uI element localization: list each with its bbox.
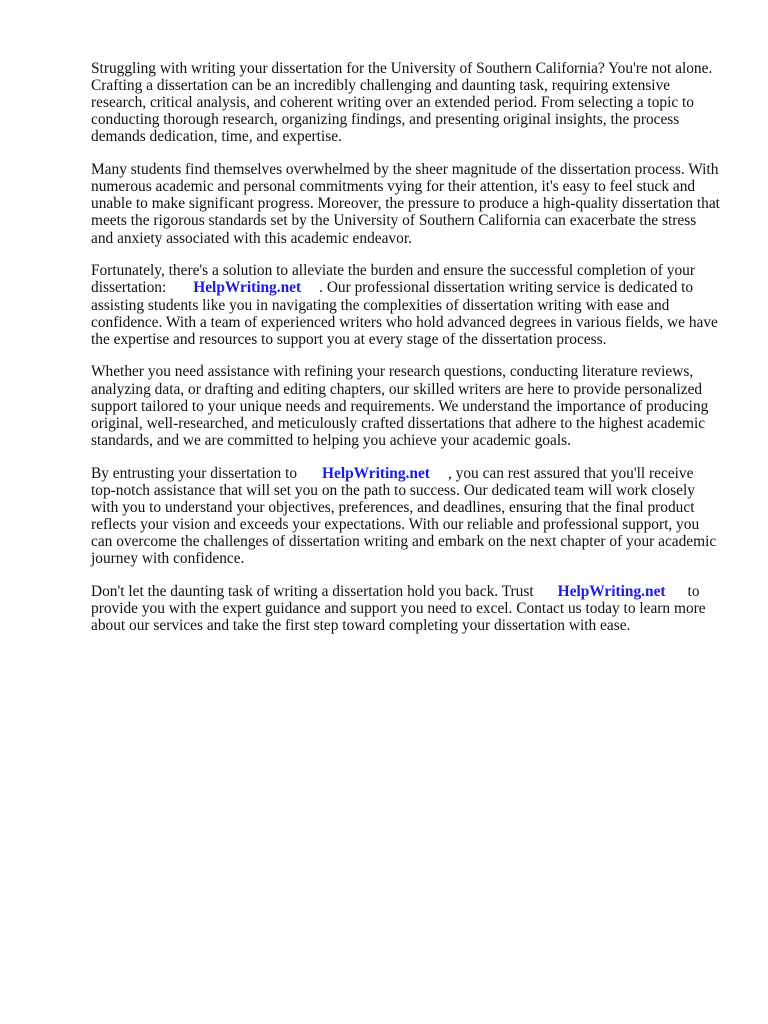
- paragraph-intro-text: Struggling with writing your dissertation for the University of Southern California? You're not alone. Crafting a dissertation can be an incredibly challenging and daunting task, requiring extensive research, critical analysis, and coherent writing over an extended period. From selecting a topic to conducting thorough research, organizing findings, and presenting original insights, the process demands dedication, time, and expertise.: [91, 60, 713, 146]
- paragraph-solution-text-after: . Our professional dissertation writing service is dedicated to assisting students like you in navigating the complexities of dissertation writing with ease and confidence. With a team of experienced writers who hold advanced degrees in various fields, we have the expertise and resources to support you at every stage of the dissertation process.: [91, 279, 718, 348]
- paragraph-entrusting-text-after: , you can rest assured that you'll receive top-notch assistance that will set you on the path to success. Our dedicated team will work closely with you to understand your objectives, preferences, and deadlines, ensuring that the final product reflects your vision and exceeds your expectations. With our reliable and professional support, you can overcome the challenges of dissertation writing and embark on the next chapter of your academic journey with confidence.: [91, 464, 717, 568]
- paragraph-solution: [91, 262, 721, 347]
- paragraph-assistance: [91, 363, 721, 448]
- document-body: [91, 60, 721, 650]
- paragraph-closing-text-before: Don't let the daunting task of writing a dissertation hold you back. Trust: [91, 582, 534, 600]
- paragraph-entrusting-text-before: By entrusting your dissertation to: [91, 464, 298, 482]
- paragraph-closing-text-after: to provide you with the expert guidance and support you need to excel. Contact us today to learn more about our services and take the first step toward completing your dissertation with ease.: [91, 582, 706, 635]
- paragraph-overwhelmed: [91, 161, 721, 246]
- paragraph-entrusting: [91, 465, 721, 568]
- paragraph-solution-text-before: Fortunately, there's a solution to alleviate the burden and ensure the successful completion of your dissertation:: [91, 262, 695, 297]
- paragraph-intro: [91, 60, 721, 145]
- paragraph-overwhelmed-text: Many students find themselves overwhelmed by the sheer magnitude of the dissertation process. With numerous academic and personal commitments vying for their attention, it's easy to feel stuck and unable to make significant progress. Moreover, the pressure to produce a high-quality dissertation that meets the rigorous standards set by the University of Southern California can exacerbate the stress and anxiety associated with this academic endeavor.: [91, 161, 720, 247]
- helpwriting-link-1[interactable]: HelpWriting.net: [193, 279, 302, 297]
- paragraph-assistance-text: Whether you need assistance with refining your research questions, conducting literature reviews, analyzing data, or drafting and editing chapters, our skilled writers are here to provide personalized support tailored to your unique needs and requirements. We understand the importance of producing original, well-researched, and meticulously crafted dissertations that adhere to the highest academic standards, and we are committed to helping you achieve your academic goals.: [91, 363, 709, 449]
- helpwriting-link-3[interactable]: HelpWriting.net: [557, 582, 666, 600]
- helpwriting-link-2[interactable]: HelpWriting.net: [322, 464, 430, 482]
- paragraph-closing: [91, 583, 721, 634]
